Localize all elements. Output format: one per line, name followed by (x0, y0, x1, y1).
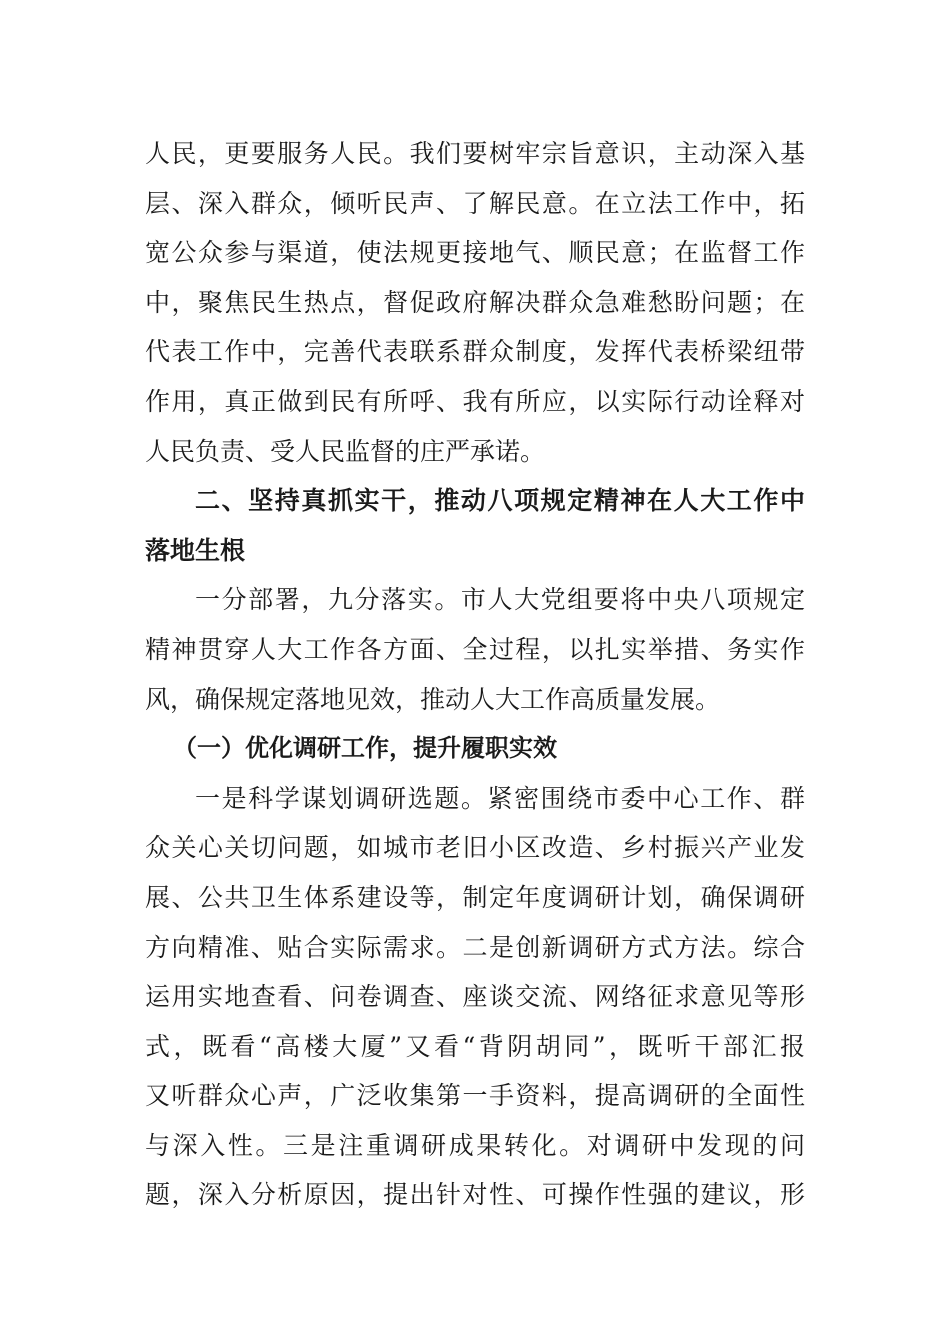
paragraph-line: 方向精准、贴合实际需求。二是创新调研方式方法。综合 (145, 932, 805, 962)
paragraph-line: 人民，更要服务人民。我们要树牢宗旨意识，主动深入基 (145, 139, 805, 168)
paragraph-line: 精神贯穿人大工作各方面、全过程，以扎实举措、务实作 (145, 634, 805, 664)
paragraph-line: 层、深入群众，倾听民声、了解民意。在立法工作中，拓 (145, 188, 805, 218)
paragraph-line: 题，深入分析原因，提出针对性、可操作性强的建议，形 (145, 1180, 805, 1210)
paragraph-line: 众关心关切问题，如城市老旧小区改造、乡村振兴产业发 (145, 833, 805, 863)
paragraph-line: 风，确保规定落地见效，推动人大工作高质量发展。 (145, 684, 721, 714)
paragraph-line: 又听群众心声，广泛收集第一手资料，提高调研的全面性 (145, 1081, 805, 1111)
paragraph-line: 宽公众参与渠道，使法规更接地气、顺民意；在监督工作 (145, 238, 805, 268)
paragraph-line: 中，聚焦民生热点，督促政府解决群众急难愁盼问题；在 (145, 287, 805, 317)
body-text (145, 129, 805, 1220)
paragraph-line: 运用实地查看、问卷调查、座谈交流、网络征求意见等形 (145, 982, 805, 1012)
section-heading: 落地生根 (145, 535, 246, 565)
paragraph-line: 作用，真正做到民有所呼、我有所应，以实际行动诠释对 (145, 386, 805, 416)
paragraph-line: 与深入性。三是注重调研成果转化。对调研中发现的问 (145, 1130, 805, 1160)
paragraph-line: 一是科学谋划调研选题。紧密围绕市委中心工作、群 (195, 783, 805, 813)
subsection-heading: （一）优化调研工作，提升履职实效 (173, 734, 557, 763)
paragraph-line: 式，既看“高楼大厦”又看“背阴胡同”，既听干部汇报 (145, 1031, 805, 1061)
paragraph-line: 代表工作中，完善代表联系群众制度，发挥代表桥梁纽带 (145, 337, 805, 367)
paragraph-line: 一分部署，九分落实。市人大党组要将中央八项规定 (195, 585, 805, 615)
paragraph-line: 人民负责、受人民监督的庄严承诺。 (145, 436, 546, 466)
section-heading: 二、坚持真抓实干，推动八项规定精神在人大工作中 (195, 486, 805, 516)
paragraph-line: 展、公共卫生体系建设等，制定年度调研计划，确保调研 (145, 882, 805, 912)
